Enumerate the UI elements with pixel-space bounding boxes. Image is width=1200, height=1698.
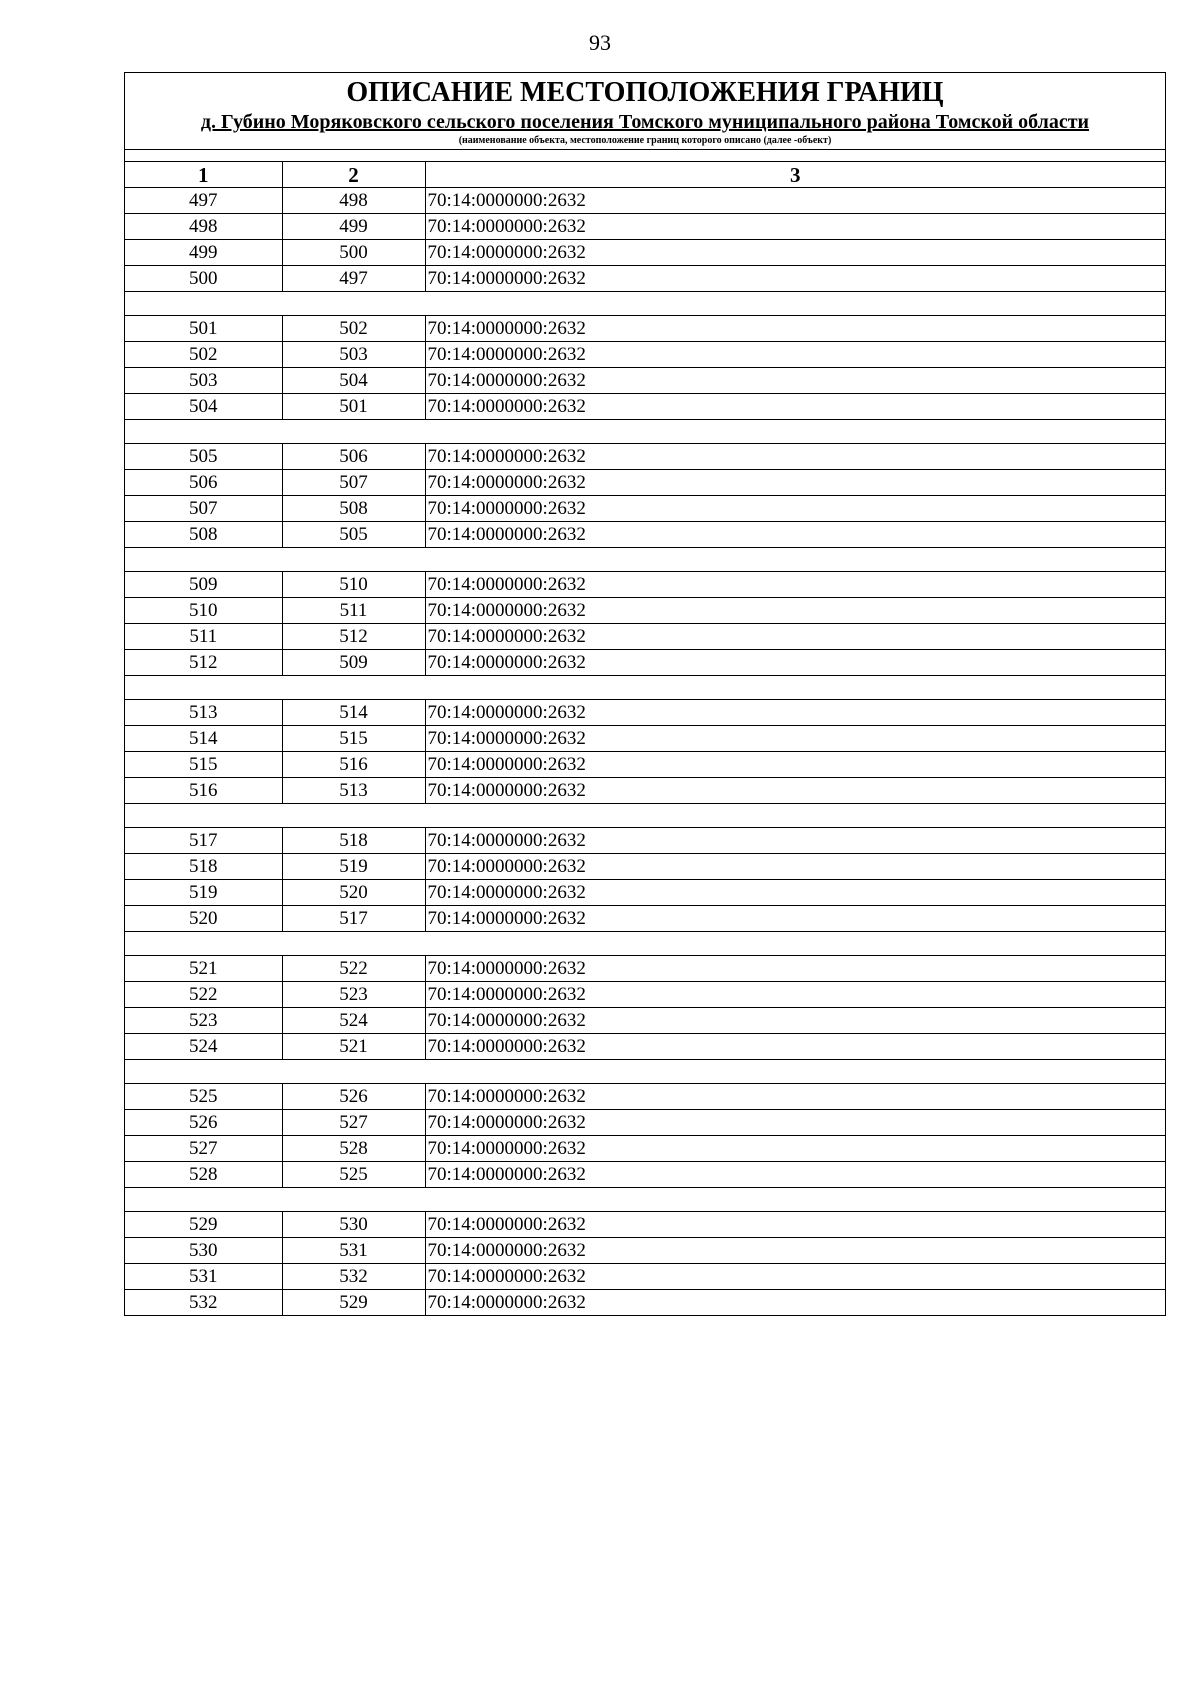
- column-header-row: [125, 162, 1165, 188]
- cadastral-number-cell: 70:14:0000000:2632: [425, 1008, 1165, 1034]
- cadastral-number-cell: 70:14:0000000:2632: [425, 316, 1165, 342]
- point-from-cell: 522: [125, 982, 282, 1008]
- point-from-cell: 518: [125, 854, 282, 880]
- cadastral-number-cell: 70:14:0000000:2632: [425, 342, 1165, 368]
- cadastral-number-cell: 70:14:0000000:2632: [425, 880, 1165, 906]
- point-from-cell: 512: [125, 650, 282, 676]
- point-from-cell: 508: [125, 522, 282, 548]
- cadastral-number-cell: 70:14:0000000:2632: [425, 700, 1165, 726]
- table-row: [125, 266, 1165, 292]
- cadastral-number-cell: 70:14:0000000:2632: [425, 1290, 1165, 1316]
- point-from-cell: 507: [125, 496, 282, 522]
- cadastral-number-cell: 70:14:0000000:2632: [425, 1264, 1165, 1290]
- point-to-cell: 518: [282, 828, 425, 854]
- point-from-cell: 528: [125, 1162, 282, 1188]
- cadastral-number-cell: 70:14:0000000:2632: [425, 1136, 1165, 1162]
- point-to-cell: 528: [282, 1136, 425, 1162]
- point-from-cell: 516: [125, 778, 282, 804]
- table-row: [125, 1136, 1165, 1162]
- cadastral-number-cell: 70:14:0000000:2632: [425, 188, 1165, 214]
- cadastral-number-cell: 70:14:0000000:2632: [425, 598, 1165, 624]
- point-from-cell: 530: [125, 1238, 282, 1264]
- point-from-cell: 524: [125, 1034, 282, 1060]
- table-row: [125, 342, 1165, 368]
- point-from-cell: 521: [125, 956, 282, 982]
- point-from-cell: 505: [125, 444, 282, 470]
- point-to-cell: 512: [282, 624, 425, 650]
- point-from-cell: 497: [125, 188, 282, 214]
- point-to-cell: 506: [282, 444, 425, 470]
- cadastral-number-cell: 70:14:0000000:2632: [425, 778, 1165, 804]
- point-from-cell: 506: [125, 470, 282, 496]
- column-header-1: 1: [125, 162, 282, 188]
- table-row: [125, 1084, 1165, 1110]
- point-to-cell: 526: [282, 1084, 425, 1110]
- point-from-cell: 514: [125, 726, 282, 752]
- point-to-cell: 516: [282, 752, 425, 778]
- point-from-cell: 531: [125, 1264, 282, 1290]
- cadastral-number-cell: 70:14:0000000:2632: [425, 906, 1165, 932]
- cadastral-number-cell: 70:14:0000000:2632: [425, 650, 1165, 676]
- point-to-cell: 532: [282, 1264, 425, 1290]
- table-row: [125, 752, 1165, 778]
- point-from-cell: 499: [125, 240, 282, 266]
- point-from-cell: 503: [125, 368, 282, 394]
- point-to-cell: 521: [282, 1034, 425, 1060]
- separator-cell: [125, 676, 1165, 700]
- table-row: [125, 572, 1165, 598]
- table-row: [125, 1110, 1165, 1136]
- table-row: [125, 650, 1165, 676]
- boundary-table: [125, 162, 1165, 1315]
- point-to-cell: 499: [282, 214, 425, 240]
- point-to-cell: 524: [282, 1008, 425, 1034]
- separator-cell: [125, 548, 1165, 572]
- point-to-cell: 508: [282, 496, 425, 522]
- table-row: [125, 700, 1165, 726]
- group-separator-row: [125, 548, 1165, 572]
- point-from-cell: 500: [125, 266, 282, 292]
- cadastral-number-cell: 70:14:0000000:2632: [425, 240, 1165, 266]
- table-row: [125, 368, 1165, 394]
- table-row: [125, 1212, 1165, 1238]
- separator-cell: [125, 932, 1165, 956]
- point-to-cell: 505: [282, 522, 425, 548]
- group-separator-row: [125, 420, 1165, 444]
- point-to-cell: 525: [282, 1162, 425, 1188]
- point-from-cell: 510: [125, 598, 282, 624]
- point-from-cell: 526: [125, 1110, 282, 1136]
- cadastral-number-cell: 70:14:0000000:2632: [425, 1162, 1165, 1188]
- table-row: [125, 316, 1165, 342]
- cadastral-number-cell: 70:14:0000000:2632: [425, 572, 1165, 598]
- point-to-cell: 502: [282, 316, 425, 342]
- point-to-cell: 504: [282, 368, 425, 394]
- point-from-cell: 498: [125, 214, 282, 240]
- table-row: [125, 444, 1165, 470]
- table-row: [125, 854, 1165, 880]
- point-from-cell: 502: [125, 342, 282, 368]
- group-separator-row: [125, 292, 1165, 316]
- point-to-cell: 498: [282, 188, 425, 214]
- point-from-cell: 525: [125, 1084, 282, 1110]
- point-to-cell: 511: [282, 598, 425, 624]
- cadastral-number-cell: 70:14:0000000:2632: [425, 266, 1165, 292]
- table-row: [125, 470, 1165, 496]
- cadastral-number-cell: 70:14:0000000:2632: [425, 982, 1165, 1008]
- table-row: [125, 214, 1165, 240]
- point-to-cell: 515: [282, 726, 425, 752]
- separator-cell: [125, 804, 1165, 828]
- point-from-cell: 527: [125, 1136, 282, 1162]
- cadastral-number-cell: 70:14:0000000:2632: [425, 470, 1165, 496]
- point-from-cell: 513: [125, 700, 282, 726]
- group-separator-row: [125, 1060, 1165, 1084]
- point-from-cell: 511: [125, 624, 282, 650]
- header-spacer: [125, 150, 1165, 162]
- point-to-cell: 513: [282, 778, 425, 804]
- cadastral-number-cell: 70:14:0000000:2632: [425, 394, 1165, 420]
- point-to-cell: 514: [282, 700, 425, 726]
- table-row: [125, 1238, 1165, 1264]
- table-row: [125, 1008, 1165, 1034]
- point-to-cell: 517: [282, 906, 425, 932]
- point-to-cell: 527: [282, 1110, 425, 1136]
- table-row: [125, 496, 1165, 522]
- cadastral-number-cell: 70:14:0000000:2632: [425, 828, 1165, 854]
- cadastral-number-cell: 70:14:0000000:2632: [425, 854, 1165, 880]
- table-row: [125, 982, 1165, 1008]
- table-row: [125, 726, 1165, 752]
- table-row: [125, 880, 1165, 906]
- table-row: [125, 624, 1165, 650]
- table-row: [125, 522, 1165, 548]
- point-from-cell: 520: [125, 906, 282, 932]
- cadastral-number-cell: 70:14:0000000:2632: [425, 496, 1165, 522]
- point-to-cell: 523: [282, 982, 425, 1008]
- cadastral-number-cell: 70:14:0000000:2632: [425, 624, 1165, 650]
- separator-cell: [125, 420, 1165, 444]
- point-to-cell: 497: [282, 266, 425, 292]
- cadastral-number-cell: 70:14:0000000:2632: [425, 368, 1165, 394]
- table-body: [125, 188, 1165, 1316]
- point-to-cell: 519: [282, 854, 425, 880]
- point-from-cell: 529: [125, 1212, 282, 1238]
- table-row: [125, 394, 1165, 420]
- point-to-cell: 510: [282, 572, 425, 598]
- point-to-cell: 503: [282, 342, 425, 368]
- separator-cell: [125, 292, 1165, 316]
- table-row: [125, 1034, 1165, 1060]
- cadastral-number-cell: 70:14:0000000:2632: [425, 726, 1165, 752]
- cadastral-number-cell: 70:14:0000000:2632: [425, 956, 1165, 982]
- point-from-cell: 501: [125, 316, 282, 342]
- cadastral-number-cell: 70:14:0000000:2632: [425, 752, 1165, 778]
- point-from-cell: 515: [125, 752, 282, 778]
- column-header-2: 2: [282, 162, 425, 188]
- point-to-cell: 501: [282, 394, 425, 420]
- point-to-cell: 529: [282, 1290, 425, 1316]
- boundary-description-table: [124, 72, 1166, 1316]
- point-from-cell: 532: [125, 1290, 282, 1316]
- point-from-cell: 509: [125, 572, 282, 598]
- point-to-cell: 520: [282, 880, 425, 906]
- cadastral-number-cell: 70:14:0000000:2632: [425, 1084, 1165, 1110]
- table-row: [125, 598, 1165, 624]
- column-header-3: 3: [425, 162, 1165, 188]
- document-title: ОПИСАНИЕ МЕСТОПОЛОЖЕНИЯ ГРАНИЦ: [346, 77, 944, 108]
- cadastral-number-cell: 70:14:0000000:2632: [425, 444, 1165, 470]
- cadastral-number-cell: 70:14:0000000:2632: [425, 1110, 1165, 1136]
- group-separator-row: [125, 804, 1165, 828]
- table-row: [125, 956, 1165, 982]
- group-separator-row: [125, 1188, 1165, 1212]
- table-row: [125, 828, 1165, 854]
- cadastral-number-cell: 70:14:0000000:2632: [425, 1034, 1165, 1060]
- table-row: [125, 906, 1165, 932]
- point-to-cell: 507: [282, 470, 425, 496]
- table-row: [125, 1264, 1165, 1290]
- group-separator-row: [125, 932, 1165, 956]
- table-row: [125, 1162, 1165, 1188]
- cadastral-number-cell: 70:14:0000000:2632: [425, 1238, 1165, 1264]
- point-from-cell: 504: [125, 394, 282, 420]
- cadastral-number-cell: 70:14:0000000:2632: [425, 522, 1165, 548]
- point-to-cell: 509: [282, 650, 425, 676]
- point-to-cell: 531: [282, 1238, 425, 1264]
- separator-cell: [125, 1060, 1165, 1084]
- cadastral-number-cell: 70:14:0000000:2632: [425, 1212, 1165, 1238]
- point-to-cell: 530: [282, 1212, 425, 1238]
- table-row: [125, 778, 1165, 804]
- separator-cell: [125, 1188, 1165, 1212]
- point-to-cell: 522: [282, 956, 425, 982]
- point-to-cell: 500: [282, 240, 425, 266]
- object-name: д. Губино Моряковского сельского поселения Томского муниципального района Томской области: [200, 111, 1090, 133]
- page-number: 93: [589, 30, 611, 55]
- cadastral-number-cell: 70:14:0000000:2632: [425, 214, 1165, 240]
- object-caption: (наименование объекта, местоположение границ которого описано (далее -объект): [125, 134, 1165, 150]
- point-from-cell: 519: [125, 880, 282, 906]
- point-from-cell: 517: [125, 828, 282, 854]
- group-separator-row: [125, 676, 1165, 700]
- table-row: [125, 1290, 1165, 1316]
- table-row: [125, 188, 1165, 214]
- table-row: [125, 240, 1165, 266]
- point-from-cell: 523: [125, 1008, 282, 1034]
